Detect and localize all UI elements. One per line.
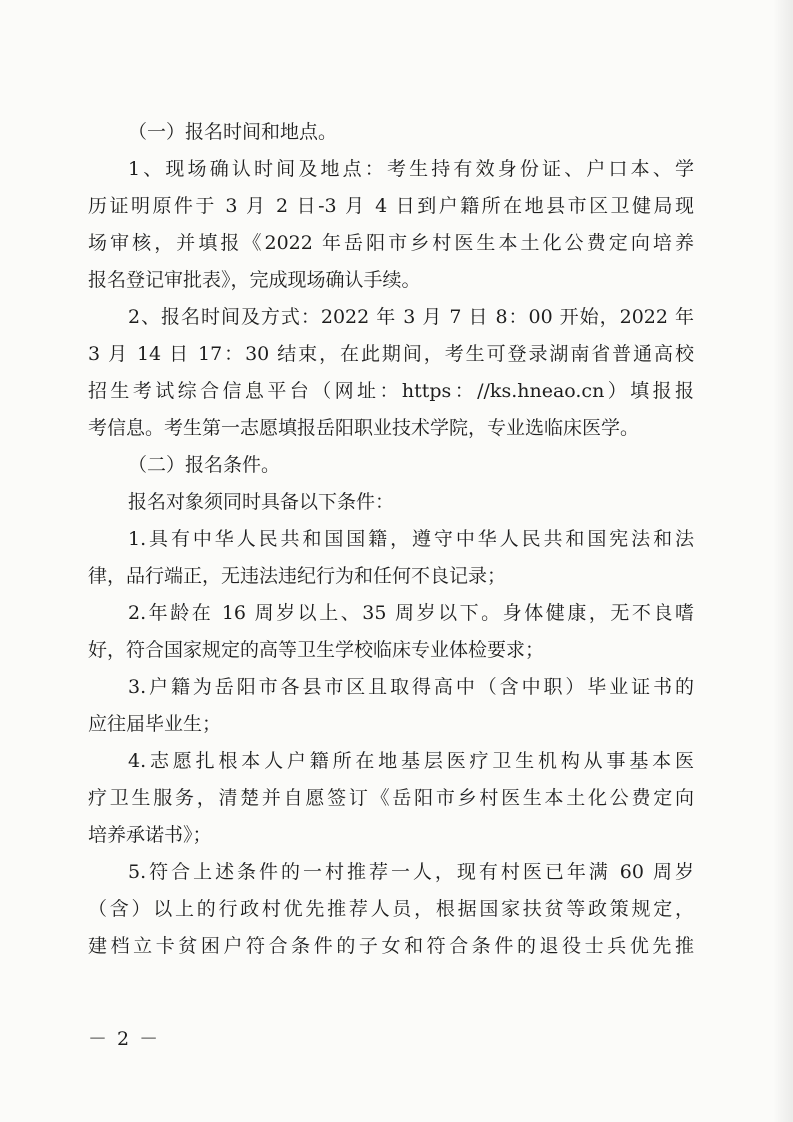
section-heading-registration-conditions: （二）报名条件。 xyxy=(128,454,281,476)
document-body xyxy=(88,114,694,965)
paragraph-line: 培养承诺书》； xyxy=(88,824,212,846)
paragraph-line: 报名对象须同时具备以下条件： xyxy=(128,491,395,513)
paragraph-line: 1.具有中华人民共和国国籍，遵守中华人民共和国宪法和法 xyxy=(128,528,694,550)
paragraph-line: 招生考试综合信息平台（网址：https：//ks.hneao.cn）填报报 xyxy=(88,380,694,402)
paragraph-line: 建档立卡贫困户符合条件的子女和符合条件的退役士兵优先推 xyxy=(88,935,694,957)
paragraph-line: 疗卫生服务，清楚并自愿签订《岳阳市乡村医生本土化公费定向 xyxy=(88,787,694,809)
section-heading-registration-time: （一）报名时间和地点。 xyxy=(128,121,338,143)
paragraph-line: 3 月 14 日 17：30 结束，在此期间，考生可登录湖南省普通高校 xyxy=(88,343,694,365)
paragraph-line: 3.户籍为岳阳市各县市区且取得高中（含中职）毕业证书的 xyxy=(128,676,694,698)
paragraph-line: （含）以上的行政村优先推荐人员，根据国家扶贫等政策规定， xyxy=(88,898,694,920)
paragraph-line: 应往届毕业生； xyxy=(88,713,222,735)
paragraph-line: 2.年龄在 16 周岁以上、35 周岁以下。身体健康，无不良嗜 xyxy=(128,602,694,624)
paragraph-line: 1、现场确认时间及地点：考生持有效身份证、户口本、学 xyxy=(128,158,694,180)
paragraph-line: 报名登记审批表》，完成现场确认手续。 xyxy=(88,269,421,291)
paragraph-line: 4.志愿扎根本人户籍所在地基层医疗卫生机构从事基本医 xyxy=(128,750,694,772)
paragraph-line: 场审核，并填报《2022 年岳阳市乡村医生本土化公费定向培养 xyxy=(88,232,694,254)
paragraph-line: 历证明原件于 3 月 2 日-3 月 4 日到户籍所在地县市区卫健局现 xyxy=(88,195,694,217)
paragraph-line: 律，品行端正，无违法违纪行为和任何不良记录； xyxy=(88,565,507,587)
page-number: － 2 － xyxy=(88,1028,161,1050)
paragraph-line: 考信息。考生第一志愿填报岳阳职业技术学院，专业选临床医学。 xyxy=(88,417,640,439)
paragraph-line: 好，符合国家规定的高等卫生学校临床专业体检要求； xyxy=(88,639,545,661)
paragraph-line: 2、报名时间及方式：2022 年 3 月 7 日 8：00 开始，2022 年 xyxy=(128,306,694,328)
binding-edge-shadow xyxy=(773,0,793,1122)
paragraph-line: 5.符合上述条件的一村推荐一人，现有村医已年满 60 周岁 xyxy=(128,861,694,883)
